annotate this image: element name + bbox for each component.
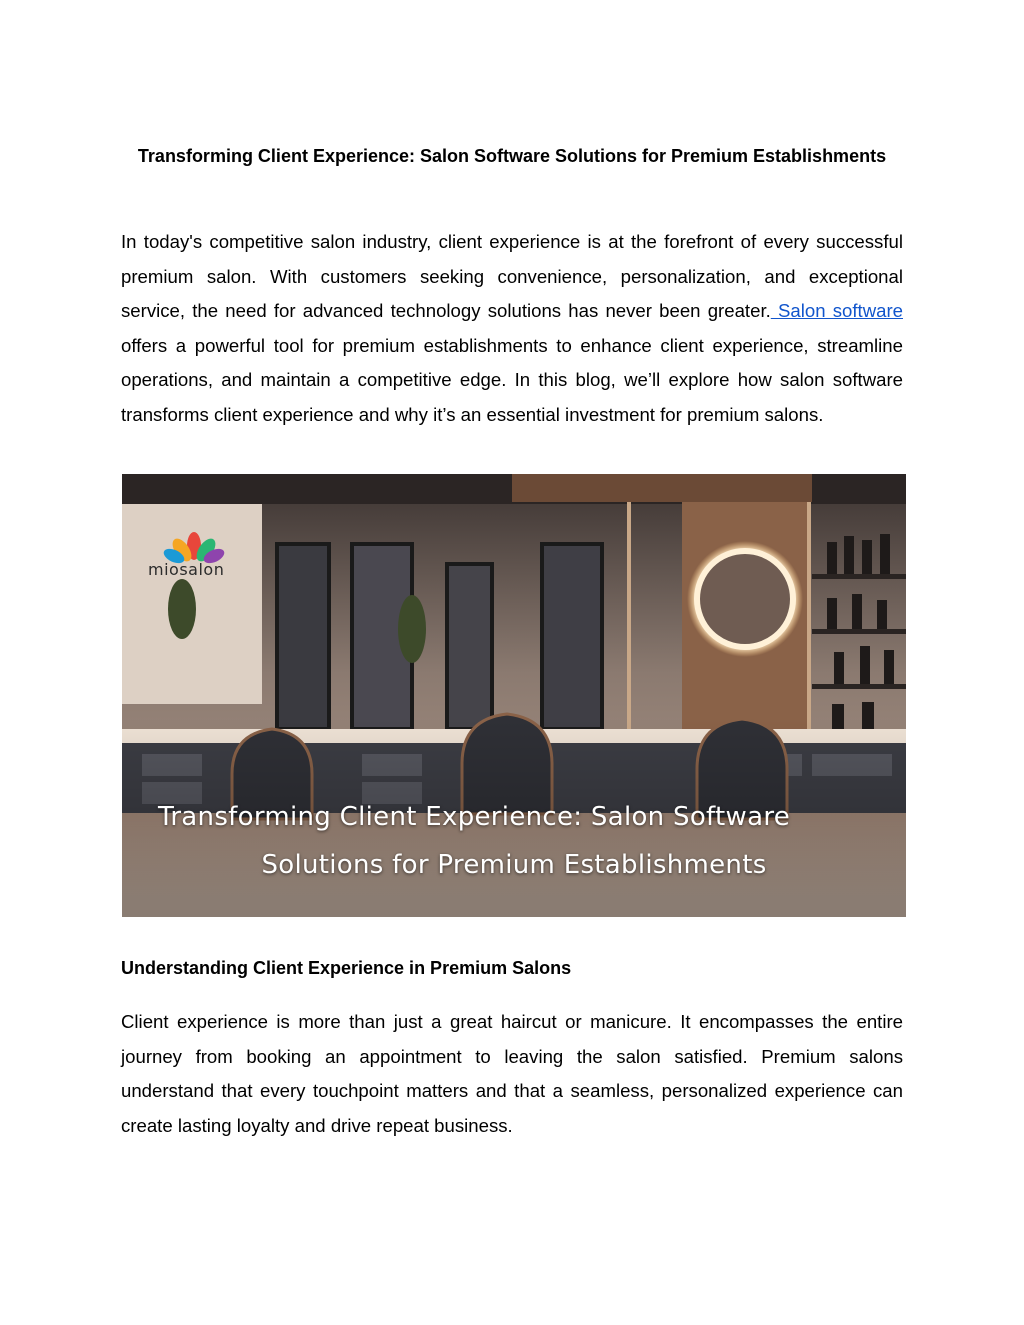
intro-text-before-link: In today's competitive salon industry, client experience is at the forefront of every successful premium salon. With customers seeking convenience, personalization, and exceptional service, the need for advanced technology solutions has never been greater.: [121, 231, 903, 322]
section-heading: Understanding Client Experience in Premium Salons: [121, 958, 572, 978]
intro-paragraph: [121, 225, 903, 433]
hero-image: [122, 474, 906, 917]
salon-software-link[interactable]: Salon software: [770, 300, 903, 322]
hero-caption-line1: Transforming Client Experience: Salon Software: [157, 802, 791, 832]
hero-logo-text: miosalon: [148, 560, 225, 579]
intro-text-after-link: offers a powerful tool for premium establishments to enhance client experience, streamline operations, and maintain a competitive edge. In this blog, we’ll explore how salon software transforms client experience and why it’s an essential investment for premium salons.: [121, 334, 903, 425]
document-title: Transforming Client Experience: Salon Software Solutions for Premium Establishments: [137, 146, 887, 166]
hero-caption-line2: Solutions for Premium Establishments: [261, 850, 767, 880]
section-paragraph: Client experience is more than just a great haircut or manicure. It encompasses the entire journey from booking an appointment to leaving the salon satisfied. Premium salons understand that every touchpoint matters and that a seamless, personalized experience can create lasting loyalty and drive repeat business.: [121, 1011, 903, 1136]
